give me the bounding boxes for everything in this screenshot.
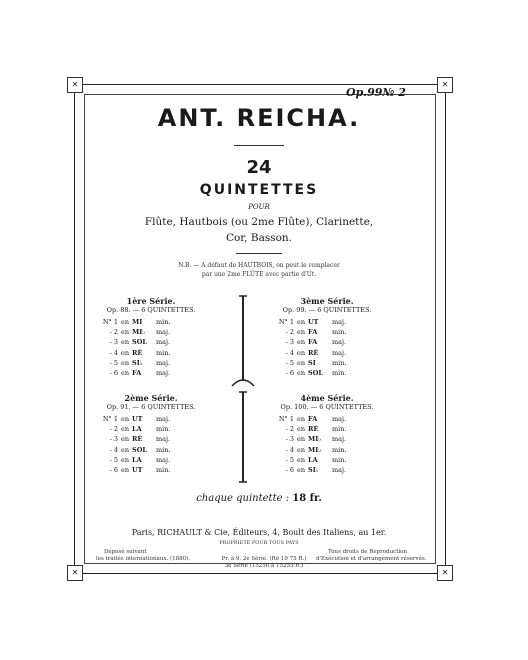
instrumentation-line-2: Cor, Basson.	[225, 232, 293, 244]
plate-number-2: 3e Série (15250 à 15255 R.)	[224, 563, 304, 569]
list-item: - 2 en LA min.	[109, 425, 171, 434]
list-item: - 5 en SI♭ maj.	[109, 358, 171, 367]
publisher-line: Paris, RICHAULT & Cie, Éditeurs, 4, Boult des Italiens, au 1er.	[131, 528, 387, 537]
series-heading: 1ère Série.	[126, 296, 176, 306]
quintet-count: 24	[246, 157, 272, 178]
corner-ornament-top-left: ✕	[67, 77, 83, 93]
list-item: - 4 en RÉ min.	[109, 348, 171, 357]
ornament-column-icon	[228, 292, 258, 488]
substitution-note-line-1: N.B. — A défaut de HAUTBOIS, on peut le remplacer	[178, 262, 340, 269]
divider	[234, 145, 284, 146]
list-item: - 5 en SI min.	[285, 358, 347, 367]
corner-ornament-top-right: ✕	[437, 77, 453, 93]
series-heading: 4ème Série.	[300, 393, 354, 403]
list-item: - 3 en SOL maj.	[109, 338, 171, 347]
list-item: - 2 en FA min.	[285, 328, 347, 337]
list-item: - 5 en LA min.	[285, 455, 347, 464]
list-item: - 6 en UT min.	[109, 465, 171, 474]
list-item: N° 1 en UT maj.	[278, 318, 347, 326]
deposit-left-2: les traités internationaux. (1880).	[96, 556, 190, 562]
pour-label: POUR	[248, 203, 270, 211]
price-label: chaque quintette :	[196, 493, 290, 504]
corner-ornament-bottom-left: ✕	[67, 565, 83, 581]
list-item: N° 1 en UT maj.	[102, 415, 171, 423]
publisher-note: PROPRIÉTÉ POUR TOUS PAYS	[219, 540, 299, 546]
composer-name: ANT. REICHA.	[157, 104, 361, 132]
list-item: N° 1 en FA maj.	[278, 415, 347, 423]
list-item: - 3 en RÉ maj.	[109, 435, 171, 444]
divider	[236, 253, 282, 254]
list-item: - 4 en SOL min.	[109, 445, 171, 454]
deposit-right-2: d'Exécution et d'arrangement réservés.	[316, 556, 427, 562]
corner-ornament-bottom-right: ✕	[437, 565, 453, 581]
substitution-note-line-2: par une 2me FLÛTE avec partie d'Ut.	[201, 271, 317, 278]
list-item: - 2 en MI♭ maj.	[109, 328, 171, 337]
opus-number: Op.99№ 2	[346, 86, 406, 99]
instrumentation-line-1: Flûte, Hautbois (ou 2me Flûte), Clarinette,	[144, 216, 374, 228]
series-subheading: Op. 88. — 6 QUINTETTES.	[106, 306, 196, 314]
series-subheading: Op. 100. — 6 QUINTETTES.	[280, 403, 374, 411]
list-item: - 4 en RÉ maj.	[285, 348, 347, 357]
list-item: - 6 en SOL min.	[285, 368, 347, 377]
plate-number-1: Pr. à 9. 2e Série. (Ré 19 75 R.)	[221, 556, 307, 562]
series-heading: 2ème Série.	[124, 393, 178, 403]
series-2	[96, 393, 206, 476]
list-item: - 2 en RÉ min.	[285, 425, 347, 434]
work-title: QUINTETTES	[199, 182, 319, 198]
price-value: 18 fr.	[292, 493, 322, 504]
series-1	[96, 296, 206, 379]
deposit-right-1: Tous droits de Reproduction	[328, 549, 408, 555]
series-3	[272, 296, 382, 379]
list-item: - 4 en MI♭ min.	[285, 445, 347, 454]
list-item: - 3 en FA maj.	[285, 338, 347, 347]
list-item: N° 1 en MI min.	[102, 318, 171, 326]
list-item: - 6 en SI♭ maj.	[285, 465, 347, 474]
list-item: - 5 en LA maj.	[109, 455, 171, 464]
price-line	[74, 493, 444, 504]
series-heading: 3ème Série.	[300, 296, 354, 306]
list-item: - 3 en MI♭ maj.	[285, 435, 347, 444]
list-item: - 6 en FA maj.	[109, 368, 171, 377]
series-subheading: Op. 91. — 6 QUINTETTES.	[106, 403, 196, 411]
series-4	[272, 393, 382, 476]
deposit-left-1: Déposé suivant	[104, 549, 147, 555]
series-subheading: Op. 99. — 6 QUINTETTES.	[282, 306, 372, 314]
